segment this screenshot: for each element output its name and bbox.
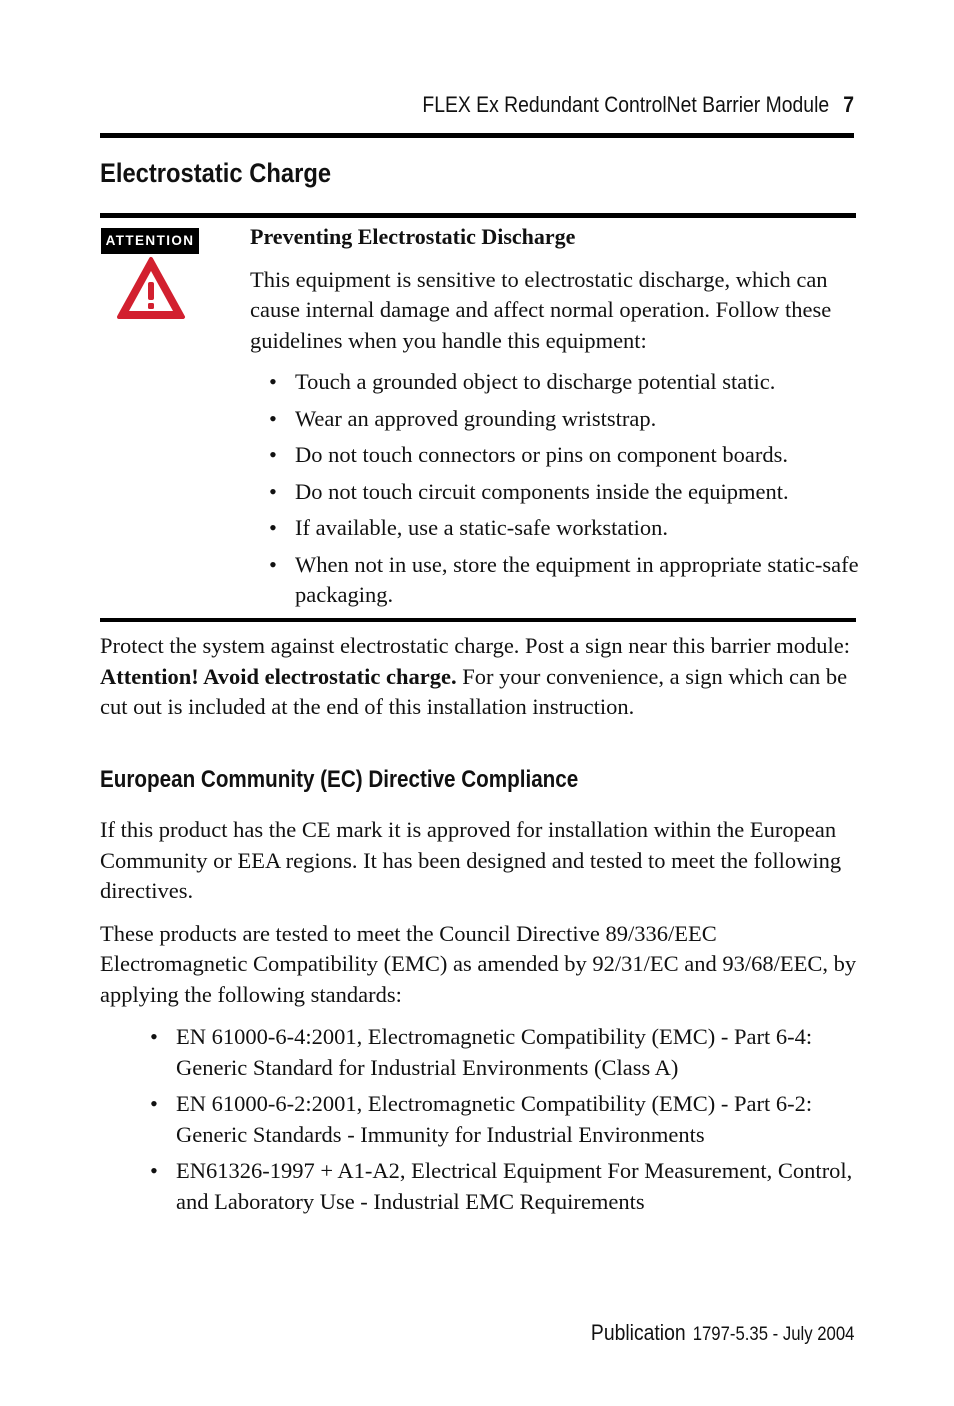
bullet-icon: • (269, 405, 277, 431)
ec-standards-list (100, 1022, 860, 1217)
list-item: • If available, use a static-safe workstation. (250, 513, 860, 544)
attention-intro: This equipment is sensitive to electrostatic discharge, which can cause internal damage and affect normal operation. Follow these guidelines when you handle this equipment: (250, 266, 832, 353)
running-title: FLEX Ex Redundant ControlNet Barrier Module (422, 92, 830, 117)
publication-footer (590, 1320, 854, 1346)
list-item: • EN 61000-6-4:2001, Electromagnetic Compatibility (EMC) - Part 6-4: Generic Standard for Industrial Environments (Class A) (150, 1024, 813, 1080)
bullet-icon: • (150, 1024, 158, 1049)
page-number: 7 (843, 92, 854, 117)
bullet-icon: • (150, 1091, 158, 1116)
ec-paragraph-2: These products are tested to meet the Council Directive 89/336/EEC Electromagnetic Compatibility (EMC) as amended by 92/31/EC and 93/68/EEC, by applying the following standards: (100, 920, 857, 1007)
section-title: Electrostatic Charge (100, 158, 332, 188)
attention-body (250, 222, 860, 617)
warning-triangle-icon (116, 256, 186, 320)
list-item: • Do not touch circuit components inside the equipment. (250, 477, 860, 508)
attention-top-rule (100, 213, 856, 218)
bullet-icon: • (269, 369, 277, 394)
ec-compliance-title: European Community (EC) Directive Compliance (100, 766, 579, 793)
protect-paragraph: Protect the system against electrostatic charge. Post a sign near this barrier module: Attention! Avoid electrostatic charge. For your convenience, a sign which can be cut out is included at the end of this installation instruction. (100, 633, 850, 719)
bullet-icon: • (150, 1158, 158, 1183)
list-item: • When not in use, store the equipment in appropriate static-safe packaging. (269, 551, 859, 607)
bullet-icon: • (269, 551, 277, 577)
running-header (190, 92, 854, 126)
list-item: • Touch a grounded object to discharge potential static. (250, 367, 860, 398)
attention-bottom-rule (100, 618, 856, 622)
publication-label: Publication (590, 1320, 686, 1345)
list-item: • EN 61000-6-2:2001, Electromagnetic Compatibility (EMC) - Part 6-2: Generic Standards - Immunity for Industrial Environments (150, 1091, 813, 1147)
bullet-icon: • (269, 442, 277, 467)
attention-guidelines-list (250, 367, 860, 611)
sign-text: Attention! Avoid electrostatic charge. (100, 663, 457, 689)
header-rule (100, 133, 854, 138)
list-item: • Do not touch connectors or pins on component boards. (250, 440, 860, 471)
ec-compliance-body (100, 815, 860, 1223)
bullet-icon: • (269, 478, 277, 504)
list-item: • EN61326-1997 + A1-A2, Electrical Equipment For Measurement, Control, and Laboratory Use - Industrial EMC Requirements (150, 1158, 853, 1214)
ec-paragraph-1: If this product has the CE mark it is approved for installation within the European Community or EEA regions. It has been designed and tested to meet the following directives. (100, 817, 842, 903)
attention-badge: ATTENTION (101, 228, 199, 254)
publication-number: 1797-5.35 - July 2004 (692, 1324, 854, 1345)
bullet-icon: • (269, 515, 277, 540)
list-item: • Wear an approved grounding wriststrap. (250, 404, 860, 435)
attention-heading: Preventing Electrostatic Discharge (250, 224, 576, 249)
